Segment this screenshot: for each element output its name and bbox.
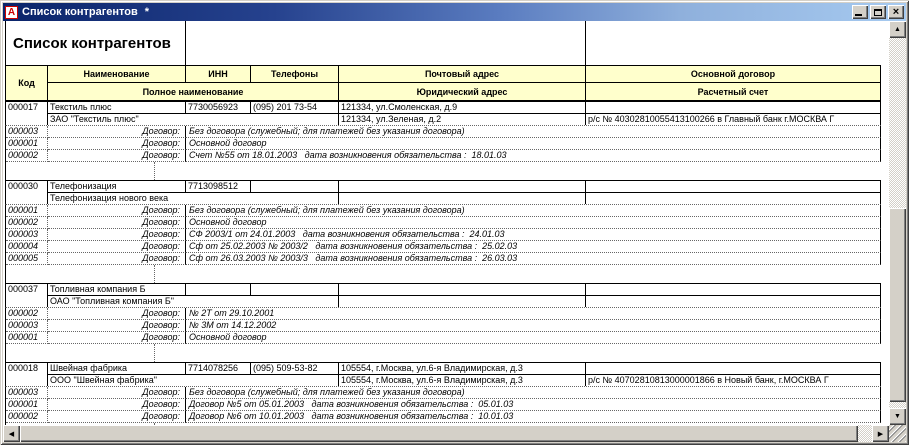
title-spacer-cell	[586, 21, 881, 65]
window-controls	[852, 5, 904, 19]
title-spacer-cell	[186, 21, 586, 65]
counterparty-contract-cell	[586, 283, 881, 295]
counterparty-phone	[251, 180, 339, 192]
resize-grip[interactable]	[889, 425, 906, 442]
horizontal-scrollbar[interactable]	[3, 425, 889, 442]
group-separator	[5, 265, 881, 283]
contract-description: № 3М от 14.12.2002	[186, 320, 881, 332]
contract-label: Договор:	[48, 332, 186, 344]
contract-label: Договор:	[48, 241, 186, 253]
contract-description: Основной договор	[186, 332, 881, 344]
scroll-left-button[interactable]	[3, 425, 20, 442]
report-title-cell	[6, 21, 186, 65]
contract-description: Договор №5 от 05.01.2003 дата возникновения обязательства : 05.01.03	[186, 399, 881, 411]
contract-description: СФ 2003/1 от 24.01.2003 дата возникновения обязательства : 24.01.03	[186, 229, 881, 241]
counterparty-postal-address	[339, 283, 586, 295]
page-title: Список контрагентов	[13, 34, 171, 52]
contract-description: Основной договор	[186, 138, 881, 150]
counterparty-inn: 7714078256	[186, 362, 251, 374]
arrow-up-icon: ▲	[894, 26, 901, 33]
header-legal-address: Юридический адрес	[339, 83, 586, 100]
report-body	[5, 101, 881, 425]
counterparty-inn: 7730056923	[186, 101, 251, 113]
window-title-text: Список контрагентов	[22, 6, 138, 18]
contract-row[interactable]	[5, 387, 881, 399]
counterparty-contract-cell	[586, 362, 881, 374]
counterparty-row[interactable]	[5, 283, 881, 308]
contract-row[interactable]	[5, 332, 881, 344]
counterparty-legal-address: 121334, ул.Зеленая, д.2	[339, 113, 586, 125]
counterparty-row[interactable]	[5, 180, 881, 205]
close-icon: ×	[892, 6, 900, 18]
counterparty-legal-address	[339, 192, 586, 204]
counterparty-settlement-account: р/с № 40302810055413100266 в Главный банк г.МОСКВА Г	[586, 113, 881, 125]
minimize-icon	[855, 14, 862, 16]
contract-code: 000002	[6, 308, 48, 320]
contract-description: Сф от 26.03.2003 № 2003/3 дата возникновения обязательства : 26.03.03	[186, 253, 881, 265]
contract-row[interactable]	[5, 411, 881, 423]
contract-description: Договор №6 от 10.01.2003 дата возникновения обязательства : 10.01.03	[186, 411, 881, 423]
header-main-contract: Основной договор	[586, 66, 881, 83]
counterparty-settlement-account	[586, 295, 881, 307]
counterparty-inn	[186, 283, 251, 295]
counterparty-row[interactable]	[5, 101, 881, 126]
counterparty-settlement-account	[586, 192, 881, 204]
contracts-section	[5, 205, 881, 265]
contract-description: Основной договор	[186, 217, 881, 229]
contract-code: 000003	[6, 229, 48, 241]
contract-label: Договор:	[48, 229, 186, 241]
contract-label: Договор:	[48, 399, 186, 411]
contract-code: 000002	[6, 217, 48, 229]
counterparty-row[interactable]	[5, 362, 881, 387]
maximize-icon	[874, 9, 882, 16]
counterparty-postal-address	[339, 180, 586, 192]
header-code: Код	[6, 66, 48, 100]
contract-row[interactable]	[5, 399, 881, 411]
header-settlement-account: Расчетный счет	[586, 83, 881, 100]
contract-code: 000003	[6, 320, 48, 332]
contracts-section	[5, 126, 881, 162]
group-separator	[5, 162, 881, 180]
contract-description: Сф от 25.02.2003 № 2003/2 дата возникновения обязательства : 25.02.03	[186, 241, 881, 253]
counterparty-legal-address	[339, 295, 586, 307]
app-icon[interactable]: A	[5, 6, 18, 19]
contract-row[interactable]	[5, 205, 881, 217]
contract-row[interactable]	[5, 241, 881, 253]
arrow-left-icon: ◀	[8, 430, 15, 438]
counterparty-name: Швейная фабрика	[48, 362, 186, 374]
contract-label: Договор:	[48, 126, 186, 138]
report	[5, 21, 881, 425]
counterparty-full-name: ЗАО "Текстиль плюс"	[48, 113, 339, 125]
contract-label: Договор:	[48, 308, 186, 320]
counterparty-postal-address: 105554, г.Москва, ул.6-я Владимирская, д.3	[339, 362, 586, 374]
contract-label: Договор:	[48, 138, 186, 150]
contract-row[interactable]	[5, 138, 881, 150]
contract-row[interactable]	[5, 229, 881, 241]
minimize-button[interactable]	[852, 5, 868, 19]
contract-label: Договор:	[48, 320, 186, 332]
report-title-block	[5, 21, 881, 65]
contract-code: 000005	[6, 253, 48, 265]
maximize-button[interactable]	[870, 5, 886, 19]
vertical-scroll-thumb[interactable]	[889, 208, 906, 402]
contract-code: 000003	[6, 387, 48, 399]
contract-row[interactable]	[5, 253, 881, 265]
counterparty-code: 000037	[6, 283, 48, 307]
scroll-up-button[interactable]	[889, 21, 906, 38]
counterparty-full-name: ОАО "Топливная компания Б"	[48, 295, 339, 307]
header-name: Наименование	[48, 66, 186, 83]
counterparty-contract-cell	[586, 180, 881, 192]
horizontal-scroll-thumb[interactable]	[20, 425, 858, 442]
arrow-right-icon: ▶	[877, 430, 884, 438]
counterparty-settlement-account: р/с № 40702810813000001866 в Новый банк, г.МОСКВА Г	[586, 374, 881, 386]
report-area	[3, 21, 889, 425]
table-header	[5, 65, 881, 101]
contract-row[interactable]	[5, 308, 881, 320]
contract-code: 000003	[6, 126, 48, 138]
counterparty-phone: (095) 509-53-82	[251, 362, 339, 374]
group-separator	[5, 344, 881, 362]
title-bar[interactable]	[3, 3, 906, 21]
contract-row[interactable]	[5, 150, 881, 162]
counterparty-name: Текстиль плюс	[48, 101, 186, 113]
contract-label: Договор:	[48, 387, 186, 399]
counterparty-name: Телефонизация	[48, 180, 186, 192]
contract-code: 000002	[6, 411, 48, 423]
counterparty-phone: (095) 201 73-54	[251, 101, 339, 113]
contract-description: № 2Т от 29.10.2001	[186, 308, 881, 320]
modified-marker: *	[144, 6, 150, 18]
counterparty-phone	[251, 283, 339, 295]
contract-code: 000002	[6, 150, 48, 162]
contract-label: Договор:	[48, 217, 186, 229]
contract-description: Счет №55 от 18.01.2003 дата возникновения обязательства : 18.01.03	[186, 150, 881, 162]
contract-code: 000001	[6, 138, 48, 150]
contract-code: 000001	[6, 332, 48, 344]
contracts-section	[5, 308, 881, 344]
counterparty-inn: 7713098512	[186, 180, 251, 192]
header-phones: Телефоны	[251, 66, 339, 83]
counterparty-name: Топливная компания Б	[48, 283, 186, 295]
contract-description: Без договора (служебный; для платежей без указания договора)	[186, 205, 881, 217]
contract-code: 000001	[6, 205, 48, 217]
contract-code: 000004	[6, 241, 48, 253]
contract-row[interactable]	[5, 320, 881, 332]
counterparty-postal-address: 121334, ул.Смоленская, д.9	[339, 101, 586, 113]
scroll-right-button[interactable]	[872, 425, 889, 442]
contracts-section	[5, 387, 881, 423]
window-title	[22, 6, 852, 18]
contract-row[interactable]	[5, 217, 881, 229]
counterparty-code: 000017	[6, 101, 48, 125]
counterparty-code: 000030	[6, 180, 48, 204]
counterparty-full-name: ООО "Швейная фабрика"	[48, 374, 339, 386]
contract-label: Договор:	[48, 150, 186, 162]
header-inn: ИНН	[186, 66, 251, 83]
contract-description: Без договора (служебный; для платежей без указания договора)	[186, 387, 881, 399]
counterparty-full-name: Телефонизация нового века	[48, 192, 339, 204]
counterparty-contract-cell	[586, 101, 881, 113]
header-postal-address: Почтовый адрес	[339, 66, 586, 83]
contract-row[interactable]	[5, 126, 881, 138]
counterparty-code: 000018	[6, 362, 48, 386]
contract-label: Договор:	[48, 253, 186, 265]
counterparty-legal-address: 105554, г.Москва, ул.6-я Владимирская, д.3	[339, 374, 586, 386]
arrow-down-icon: ▼	[894, 413, 901, 420]
header-full-name: Полное наименование	[48, 83, 339, 100]
vertical-scrollbar[interactable]	[889, 21, 906, 425]
contract-description: Без договора (служебный; для платежей без указания договора)	[186, 126, 881, 138]
contract-label: Договор:	[48, 205, 186, 217]
contract-code: 000001	[6, 399, 48, 411]
close-button[interactable]	[888, 5, 904, 19]
contract-label: Договор:	[48, 411, 186, 423]
scroll-down-button[interactable]	[889, 408, 906, 425]
